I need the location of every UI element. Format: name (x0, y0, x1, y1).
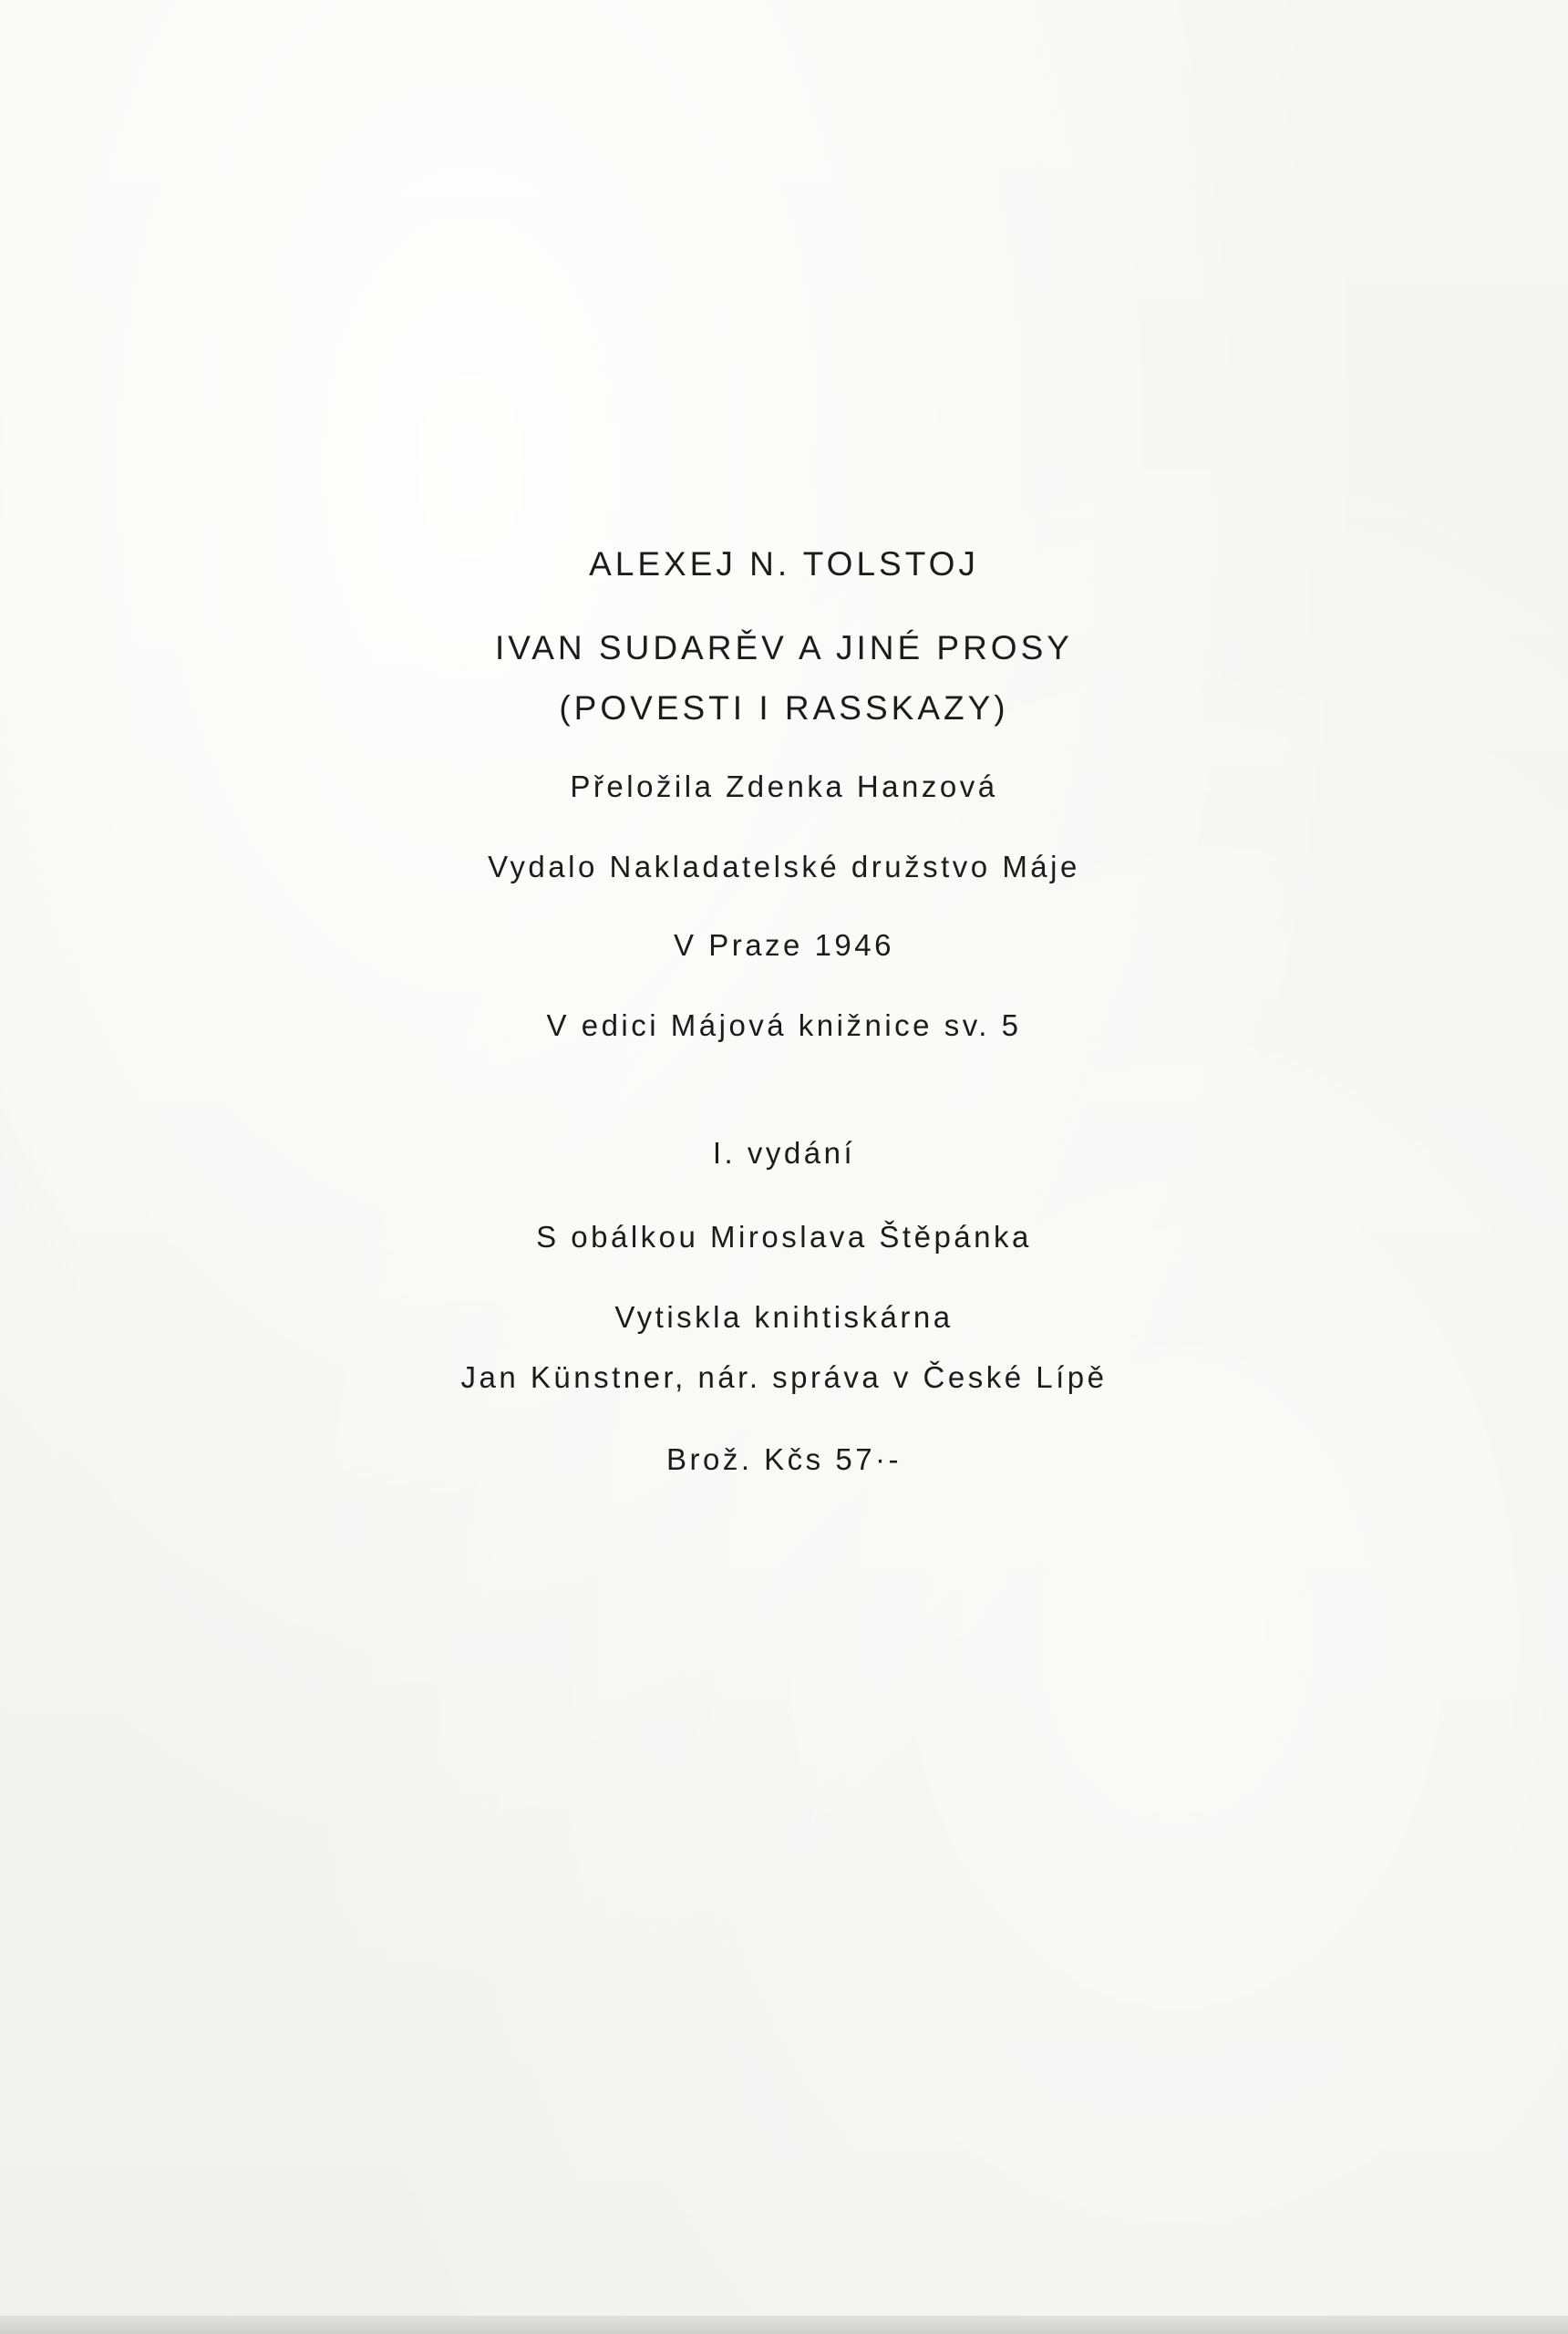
book-title: IVAN SUDARĚV A JINÉ PROSY (495, 629, 1073, 666)
original-title: (POVESTI I RASSKAZY) (559, 689, 1009, 727)
cover-credit: S obálkou Miroslava Štěpánka (536, 1220, 1032, 1254)
page-bottom-edge (0, 2316, 1568, 2334)
publisher-credit: Vydalo Nakladatelské družstvo Máje (488, 850, 1080, 883)
printer-line-2: Jan Künstner, nár. správa v České Lípě (460, 1360, 1108, 1394)
edition-info: I. vydání (712, 1136, 856, 1170)
translator-credit: Přeložila Zdenka Hanzová (570, 769, 998, 803)
printer-line-1: Vytiskla knihtiskárna (614, 1300, 954, 1334)
series-info: V edici Májová knižnice sv. 5 (546, 1008, 1022, 1042)
author-name: ALEXEJ N. TOLSTOJ (589, 545, 979, 583)
price-info: Brož. Kčs 57·- (665, 1442, 903, 1476)
place-and-year: V Praze 1946 (674, 928, 894, 962)
